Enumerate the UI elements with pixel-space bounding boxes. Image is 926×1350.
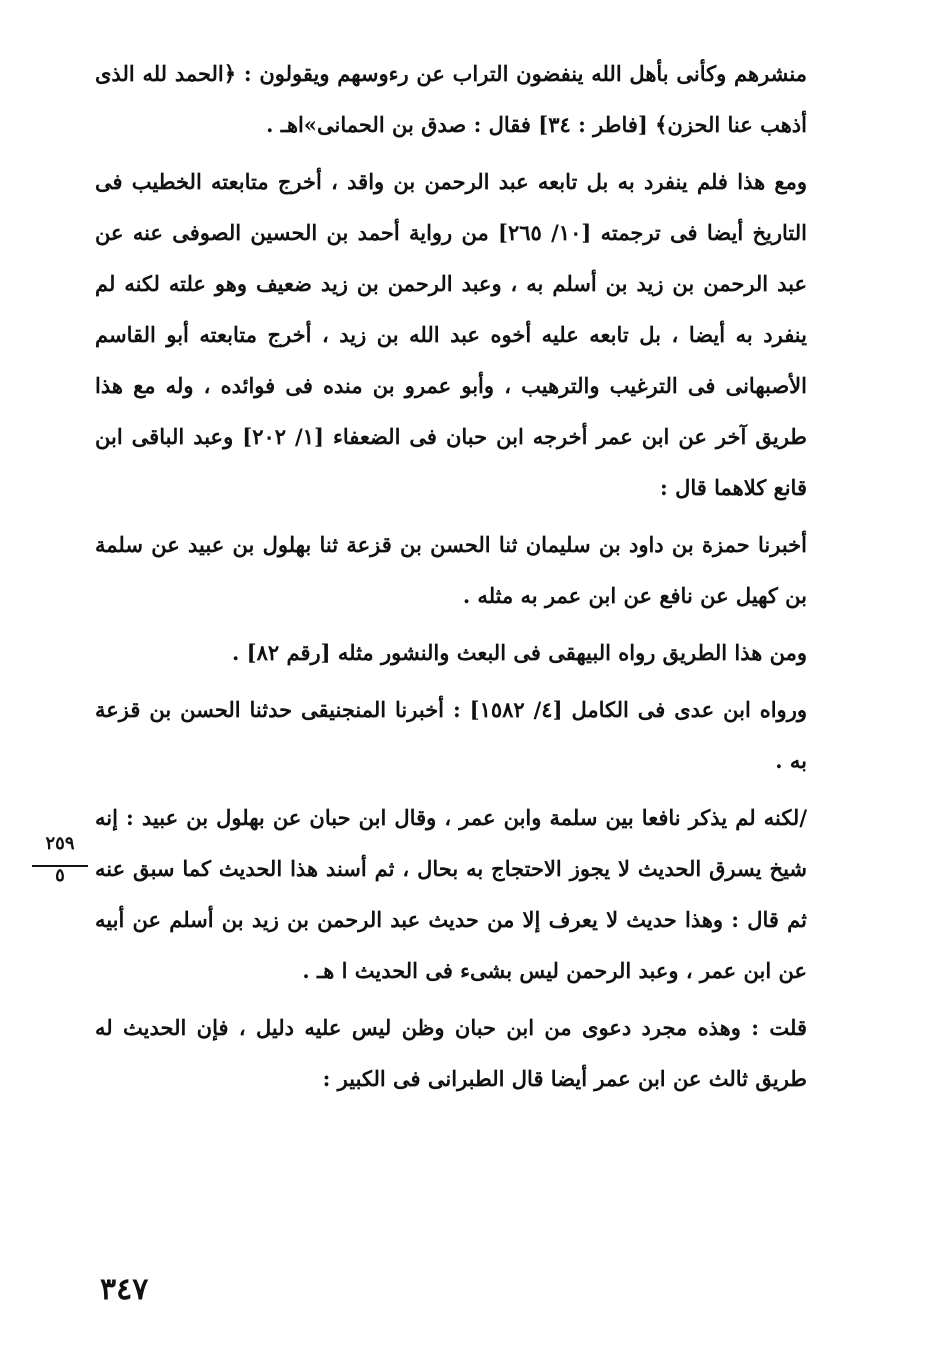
- paragraph-3: أخبرنا حمزة بن داود بن سليمان ثنا الحسن بن قزعة ثنا بهلول بن عبيد عن سلمة بن كهيل عن نافع عن ابن عمر به مثله .: [95, 532, 807, 608]
- paragraph-7: قلت : وهذه مجرد دعوى من ابن حبان وظن ليس عليه دليل ، فإن الحديث له طريق ثالث عن ابن عمر أيضا قال الطبرانى فى الكبير :: [95, 1015, 807, 1091]
- paragraph-1: منشرهم وكأنى بأهل الله ينفضون التراب عن رءوسهم ويقولون : ﴿الحمد لله الذى أذهب عنا الحزن﴾ [فاطر : ٣٤] فقال : صدق بن الحمانى»اهـ .: [95, 61, 807, 137]
- paragraph-4: ومن هذا الطريق رواه البيهقى فى البعث والنشور مثله [رقم ٨٢] .: [232, 640, 807, 665]
- page-number: ٣٤٧: [100, 1272, 149, 1307]
- paragraph-6: /لكنه لم يذكر نافعا بين سلمة وابن عمر ، وقال ابن حبان عن بهلول بن عبيد : إنه شيخ يسرق الحديث لا يجوز الاحتجاج به بحال ، ثم أسند هذا الحديث كما سبق عنه ثم قال : وهذا حديث لا يعرف إلا من حديث عبد الرحمن بن زيد بن أسلم عن أبيه عن ابن عمر ، وعبد الرحمن ليس بشىء فى الحديث ا هـ .: [95, 805, 807, 983]
- margin-reference-top: ٢٥٩: [45, 833, 75, 854]
- margin-reference-bottom: ٥: [55, 865, 65, 886]
- paragraph-2: ومع هذا فلم ينفرد به بل تابعه عبد الرحمن بن واقد ، أخرج متابعته الخطيب فى التاريخ أيضا فى ترجمته [١٠/ ٢٦٥] من رواية أحمد بن الحسين الصوفى عنه عن عبد الرحمن بن زيد بن أسلم به ، وعبد الرحمن بن زيد ضعيف وهو علته لكنه لم ينفرد به أيضا ، بل تابعه عليه أخوه عبد الله بن زيد ، أخرج متابعته أبو القاسم الأصبهانى فى الترغيب والترهيب ، وأبو عمرو بن منده فى فوائده ، وله مع هذا طريق آخر عن ابن عمر أخرجه ابن حبان فى الضعفاء [١/ ٢٠٢] وعبد الباقى ابن قانع كلاهما قال :: [95, 169, 808, 500]
- margin-reference: [30, 833, 90, 887]
- main-text: [95, 48, 807, 1110]
- paragraph-5: ورواه ابن عدى فى الكامل [٤/ ١٥٨٢] : أخبرنا المنجنيقى حدثنا الحسن بن قزعة به .: [95, 697, 807, 773]
